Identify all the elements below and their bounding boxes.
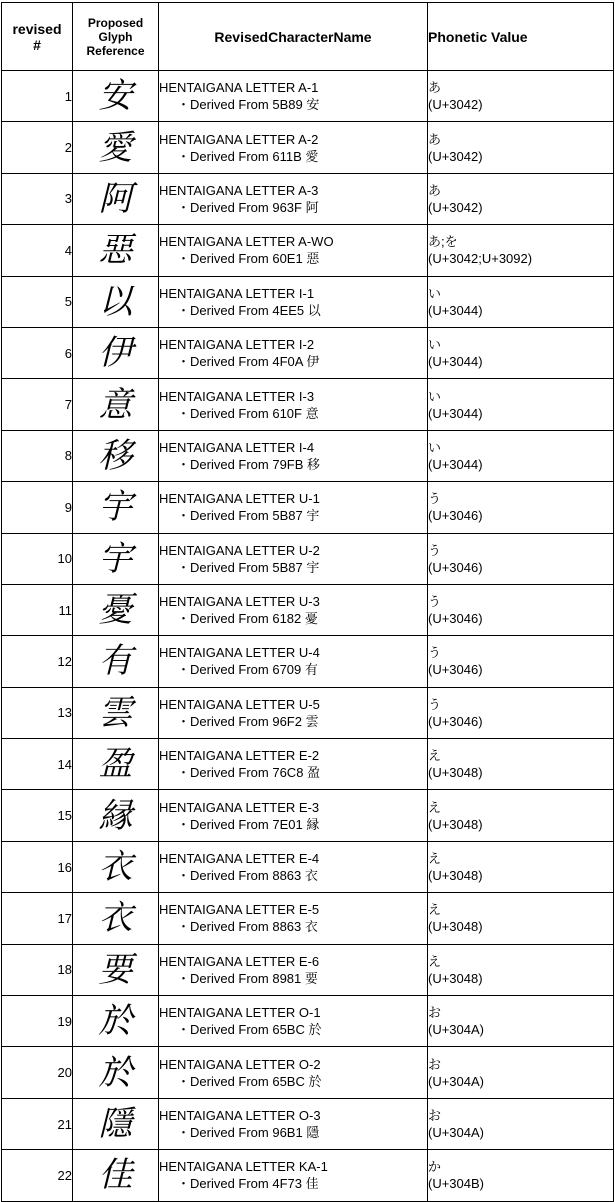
header-glyph-line1: Proposed: [87, 15, 144, 30]
phonetic-kana: あ: [428, 182, 442, 198]
phonetic-kana: お: [428, 1056, 442, 1072]
character-name: HENTAIGANA LETTER U-3: [159, 594, 320, 610]
phonetic-value-cell: [428, 790, 614, 841]
header-revised-line1: revised: [12, 20, 62, 37]
table-row: [2, 327, 614, 378]
glyph-reference: 於: [73, 996, 159, 1047]
row-number: 7: [2, 379, 73, 430]
row-number: 16: [2, 841, 73, 892]
table-row: [2, 173, 614, 224]
row-number: 1: [2, 71, 73, 122]
table-row: [2, 533, 614, 584]
table-body: [2, 71, 614, 1202]
glyph-reference: 雲: [73, 687, 159, 738]
phonetic-value-cell: [428, 71, 614, 122]
table-row: [2, 636, 614, 687]
phonetic-kana: お: [428, 1108, 442, 1123]
table-row: [2, 1047, 614, 1098]
glyph-reference: 有: [73, 636, 159, 687]
phonetic-kana: う: [428, 542, 442, 558]
header-glyph-reference: [73, 3, 159, 71]
derived-from: ・Derived From 8863 衣: [177, 868, 318, 884]
derived-from: ・Derived From 76C8 盈: [177, 765, 321, 781]
table-row: [2, 790, 614, 841]
row-number: 13: [2, 687, 73, 738]
character-name: HENTAIGANA LETTER E-4: [159, 851, 320, 867]
phonetic-kana: う: [428, 696, 442, 712]
phonetic-value-cell: [428, 636, 614, 687]
row-number: 2: [2, 122, 73, 173]
row-number: 15: [2, 790, 73, 841]
phonetic-kana: い: [428, 337, 442, 353]
phonetic-codepoint: (U+3044): [428, 302, 483, 318]
character-name-cell: [159, 790, 428, 841]
row-number: 20: [2, 1047, 73, 1098]
character-name-cell: [159, 1098, 428, 1149]
phonetic-value-cell: [428, 944, 614, 995]
phonetic-kana: い: [428, 285, 442, 301]
table-row: [2, 739, 614, 790]
phonetic-value-cell: [428, 533, 614, 584]
phonetic-value-cell: [428, 225, 614, 276]
phonetic-value-cell: [428, 482, 614, 533]
table-row: [2, 996, 614, 1047]
phonetic-value-cell: [428, 1150, 614, 1201]
derived-from: ・Derived From 5B87 宇: [177, 559, 320, 575]
character-name: HENTAIGANA LETTER O-3: [159, 1108, 321, 1123]
character-name: HENTAIGANA LETTER E-6: [159, 953, 320, 969]
glyph-reference: 愛: [73, 122, 159, 173]
character-name-cell: [159, 173, 428, 224]
character-name-cell: [159, 1047, 428, 1098]
glyph-reference: 衣: [73, 841, 159, 892]
derived-from: ・Derived From 79FB 移: [177, 456, 321, 472]
phonetic-kana: え: [428, 953, 442, 969]
derived-from: ・Derived From 8981 要: [177, 970, 318, 986]
header-phonetic-value: Phonetic Value: [428, 3, 614, 71]
phonetic-kana: い: [428, 439, 442, 455]
derived-from: ・Derived From 65BC 於: [177, 1073, 322, 1089]
character-name-cell: [159, 996, 428, 1047]
phonetic-value-cell: [428, 996, 614, 1047]
character-name-cell: [159, 482, 428, 533]
character-name-cell: [159, 687, 428, 738]
header-revised-number: [2, 3, 73, 71]
phonetic-codepoint: (U+304A): [428, 1022, 484, 1038]
derived-from: ・Derived From 4F73 佳: [177, 1176, 319, 1192]
glyph-reference: 盈: [73, 739, 159, 790]
character-name-cell: [159, 122, 428, 173]
character-name: HENTAIGANA LETTER A-1: [159, 80, 319, 96]
table-header: [2, 3, 614, 71]
derived-from: ・Derived From 65BC 於: [177, 1022, 322, 1038]
character-name: HENTAIGANA LETTER A-WO: [159, 234, 334, 250]
row-number: 6: [2, 327, 73, 378]
phonetic-codepoint: (U+3046): [428, 508, 483, 524]
phonetic-codepoint: (U+3048): [428, 919, 483, 935]
table-row: [2, 1150, 614, 1201]
header-character-name: RevisedCharacterName: [159, 3, 428, 71]
row-number: 22: [2, 1150, 73, 1201]
phonetic-value-cell: [428, 893, 614, 944]
phonetic-kana: え: [428, 748, 442, 764]
character-name: HENTAIGANA LETTER E-2: [159, 748, 320, 764]
row-number: 4: [2, 225, 73, 276]
table-row: [2, 1098, 614, 1149]
table-row: [2, 482, 614, 533]
character-name-cell: [159, 636, 428, 687]
phonetic-codepoint: (U+3044): [428, 405, 483, 421]
glyph-reference: 宇: [73, 533, 159, 584]
character-name-cell: [159, 327, 428, 378]
phonetic-kana: か: [428, 1159, 442, 1175]
table-row: [2, 893, 614, 944]
glyph-reference: 要: [73, 944, 159, 995]
character-name-cell: [159, 276, 428, 327]
phonetic-value-cell: [428, 327, 614, 378]
derived-from: ・Derived From 96F2 雲: [177, 713, 319, 729]
row-number: 18: [2, 944, 73, 995]
table-row: [2, 71, 614, 122]
derived-from: ・Derived From 610F 意: [177, 405, 319, 421]
row-number: 14: [2, 739, 73, 790]
glyph-reference: 阿: [73, 173, 159, 224]
character-name: HENTAIGANA LETTER A-2: [159, 131, 319, 147]
hentaigana-table: [1, 2, 614, 1202]
glyph-reference: 縁: [73, 790, 159, 841]
phonetic-kana: え: [428, 851, 442, 867]
glyph-reference: 隱: [73, 1098, 159, 1149]
glyph-reference: 安: [73, 71, 159, 122]
derived-from: ・Derived From 5B87 宇: [177, 508, 320, 524]
phonetic-value-cell: [428, 841, 614, 892]
phonetic-kana: え: [428, 902, 442, 918]
phonetic-value-cell: [428, 430, 614, 481]
phonetic-kana: う: [428, 645, 442, 661]
table-row: [2, 225, 614, 276]
derived-from: ・Derived From 60E1 惡: [177, 251, 320, 267]
phonetic-codepoint: (U+304B): [428, 1176, 484, 1192]
character-name-cell: [159, 841, 428, 892]
character-name: HENTAIGANA LETTER I-1: [159, 285, 315, 301]
character-name-cell: [159, 533, 428, 584]
row-number: 11: [2, 584, 73, 635]
phonetic-codepoint: (U+3048): [428, 970, 483, 986]
character-name-cell: [159, 71, 428, 122]
table-row: [2, 379, 614, 430]
derived-from: ・Derived From 963F 阿: [177, 199, 319, 215]
header-glyph-line3: Reference: [86, 43, 145, 58]
phonetic-codepoint: (U+304A): [428, 1073, 484, 1089]
header-revised-line2: #: [33, 36, 41, 53]
derived-from: ・Derived From 5B89 安: [177, 97, 320, 113]
phonetic-codepoint: (U+3044): [428, 456, 483, 472]
glyph-reference: 佳: [73, 1150, 159, 1201]
row-number: 12: [2, 636, 73, 687]
derived-from: ・Derived From 611B 愛: [177, 148, 319, 164]
table-row: [2, 276, 614, 327]
phonetic-kana: い: [428, 388, 442, 404]
derived-from: ・Derived From 7E01 縁: [177, 816, 320, 832]
glyph-reference: 宇: [73, 482, 159, 533]
glyph-reference: 憂: [73, 584, 159, 635]
phonetic-codepoint: (U+3048): [428, 765, 483, 781]
header-row: [2, 3, 614, 71]
phonetic-codepoint: (U+3046): [428, 611, 483, 627]
character-name: HENTAIGANA LETTER E-3: [159, 799, 320, 815]
glyph-reference: 於: [73, 1047, 159, 1098]
character-name: HENTAIGANA LETTER I-3: [159, 388, 315, 404]
character-name-cell: [159, 584, 428, 635]
table-row: [2, 122, 614, 173]
phonetic-codepoint: (U+3042): [428, 97, 483, 113]
character-name-cell: [159, 739, 428, 790]
glyph-reference: 伊: [73, 327, 159, 378]
table-row: [2, 584, 614, 635]
glyph-reference: 移: [73, 430, 159, 481]
derived-from: ・Derived From 96B1 隱: [177, 1125, 320, 1140]
character-name: HENTAIGANA LETTER U-1: [159, 491, 320, 507]
row-number: 8: [2, 430, 73, 481]
row-number: 10: [2, 533, 73, 584]
phonetic-kana: お: [428, 1005, 442, 1021]
phonetic-codepoint: (U+3046): [428, 713, 483, 729]
glyph-reference: 以: [73, 276, 159, 327]
row-number: 17: [2, 893, 73, 944]
character-name: HENTAIGANA LETTER O-1: [159, 1005, 321, 1021]
character-name: HENTAIGANA LETTER I-2: [159, 337, 315, 353]
header-glyph-line2: Glyph: [98, 29, 133, 44]
character-name-cell: [159, 1150, 428, 1201]
character-name: HENTAIGANA LETTER U-4: [159, 645, 320, 661]
phonetic-kana: あ: [428, 131, 442, 147]
character-name: HENTAIGANA LETTER A-3: [159, 182, 319, 198]
character-name-cell: [159, 944, 428, 995]
character-name: HENTAIGANA LETTER KA-1: [159, 1159, 328, 1175]
row-number: 3: [2, 173, 73, 224]
row-number: 19: [2, 996, 73, 1047]
phonetic-value-cell: [428, 173, 614, 224]
phonetic-value-cell: [428, 379, 614, 430]
phonetic-codepoint: (U+3042;U+3092): [428, 251, 533, 267]
phonetic-value-cell: [428, 687, 614, 738]
character-name: HENTAIGANA LETTER U-5: [159, 696, 320, 712]
row-number: 5: [2, 276, 73, 327]
phonetic-kana: あ: [428, 80, 442, 96]
phonetic-kana: う: [428, 594, 442, 610]
character-name-cell: [159, 893, 428, 944]
glyph-reference: 惡: [73, 225, 159, 276]
table-row: [2, 430, 614, 481]
derived-from: ・Derived From 4F0A 伊: [177, 354, 320, 370]
phonetic-value-cell: [428, 584, 614, 635]
phonetic-kana: え: [428, 799, 442, 815]
table-row: [2, 944, 614, 995]
glyph-reference: 意: [73, 379, 159, 430]
character-name: HENTAIGANA LETTER E-5: [159, 902, 320, 918]
phonetic-value-cell: [428, 739, 614, 790]
character-name: HENTAIGANA LETTER I-4: [159, 439, 315, 455]
derived-from: ・Derived From 6709 有: [177, 662, 318, 678]
phonetic-value-cell: [428, 276, 614, 327]
phonetic-codepoint: (U+3046): [428, 662, 483, 678]
phonetic-codepoint: (U+3048): [428, 816, 483, 832]
phonetic-kana: あ;を: [428, 234, 458, 250]
phonetic-codepoint: (U+3046): [428, 559, 483, 575]
character-name-cell: [159, 379, 428, 430]
derived-from: ・Derived From 4EE5 以: [177, 302, 321, 318]
row-number: 21: [2, 1098, 73, 1149]
phonetic-value-cell: [428, 1098, 614, 1149]
phonetic-value-cell: [428, 122, 614, 173]
phonetic-kana: う: [428, 491, 442, 507]
character-name-cell: [159, 430, 428, 481]
table-row: [2, 687, 614, 738]
derived-from: ・Derived From 6182 憂: [177, 611, 318, 627]
phonetic-codepoint: (U+3048): [428, 868, 483, 884]
character-name: HENTAIGANA LETTER O-2: [159, 1056, 321, 1072]
character-name: HENTAIGANA LETTER U-2: [159, 542, 320, 558]
phonetic-value-cell: [428, 1047, 614, 1098]
character-name-cell: [159, 225, 428, 276]
glyph-reference: 衣: [73, 893, 159, 944]
phonetic-codepoint: (U+3042): [428, 199, 483, 215]
row-number: 9: [2, 482, 73, 533]
phonetic-codepoint: (U+3044): [428, 354, 483, 370]
phonetic-codepoint: (U+3042): [428, 148, 483, 164]
table-row: [2, 841, 614, 892]
phonetic-codepoint: (U+304A): [428, 1125, 484, 1140]
derived-from: ・Derived From 8863 衣: [177, 919, 318, 935]
